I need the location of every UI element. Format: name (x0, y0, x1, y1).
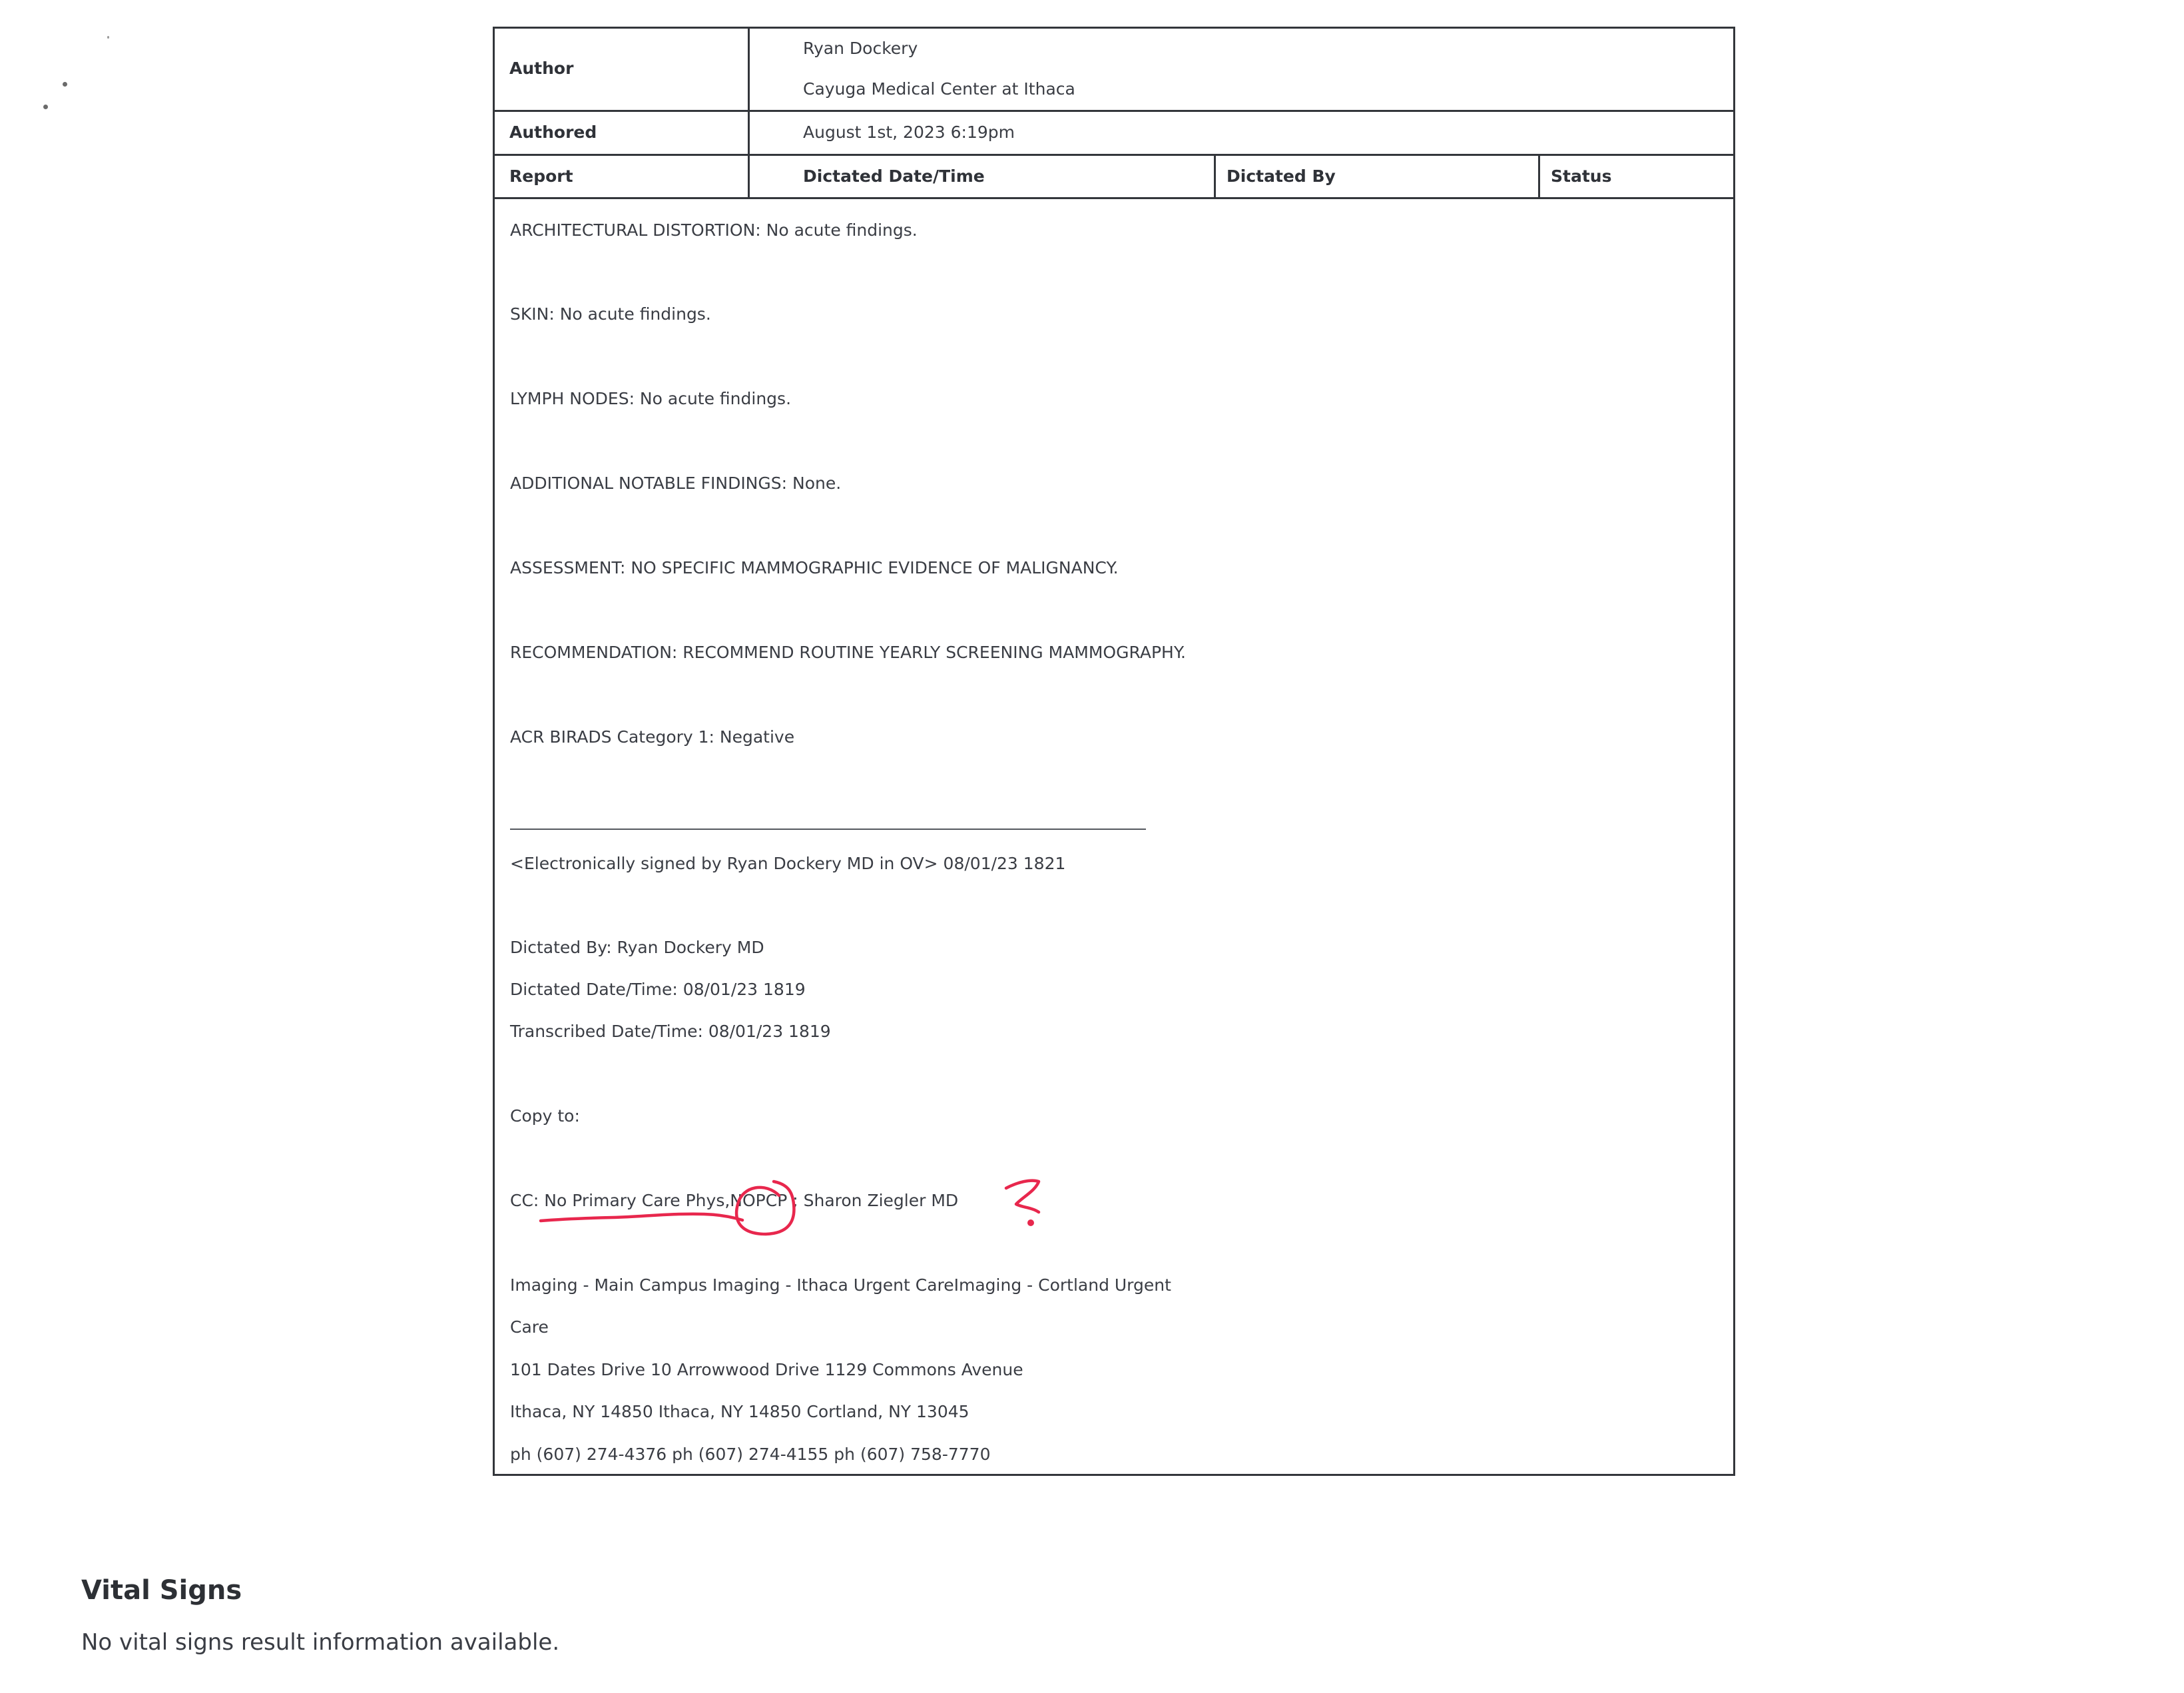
author-organization: Cayuga Medical Center at Ithaca (803, 79, 1075, 99)
author-label: Author (509, 59, 574, 78)
column-header-report: Report (509, 167, 573, 186)
finding-additional: ADDITIONAL NOTABLE FINDINGS: None. (510, 474, 842, 493)
transcribed-datetime: Transcribed Date/Time: 08/01/23 1819 (510, 1022, 831, 1041)
column-header-dictated-by: Dictated By (1227, 167, 1336, 186)
cc-recipients: CC: No Primary Care Phys,NOPCP ; Sharon Ziegler MD (510, 1191, 959, 1210)
column-divider (1538, 154, 1540, 198)
finding-skin: SKIN: No acute findings. (510, 304, 711, 324)
location-cities: Ithaca, NY 14850 Ithaca, NY 14850 Cortland, NY 13045 (510, 1402, 969, 1421)
scan-speck (107, 36, 109, 39)
scan-speck (63, 82, 67, 87)
column-header-dictated-datetime: Dictated Date/Time (803, 167, 985, 186)
dictated-by: Dictated By: Ryan Dockery MD (510, 938, 764, 957)
location-addresses: 101 Dates Drive 10 Arrowwood Drive 1129 Commons Avenue (510, 1360, 1023, 1379)
column-divider (748, 27, 750, 198)
table-divider (493, 154, 1735, 156)
column-divider (1214, 154, 1216, 198)
table-divider (493, 197, 1735, 199)
dictated-datetime: Dictated Date/Time: 08/01/23 1819 (510, 980, 806, 999)
authored-label: Authored (509, 123, 597, 142)
scan-speck (43, 105, 48, 109)
signature-separator (510, 829, 1146, 830)
finding-lymph-nodes: LYMPH NODES: No acute findings. (510, 389, 792, 408)
table-divider (493, 110, 1735, 112)
location-names: Imaging - Main Campus Imaging - Ithaca Urgent CareImaging - Cortland Urgent (510, 1275, 1171, 1295)
location-names-cont: Care (510, 1317, 549, 1337)
authored-value: August 1st, 2023 6:19pm (803, 123, 1015, 142)
finding-architectural-distortion: ARCHITECTURAL DISTORTION: No acute findings. (510, 220, 918, 240)
report-table (493, 27, 1735, 1476)
electronic-signature: <Electronically signed by Ryan Dockery MD in OV> 08/01/23 1821 (510, 854, 1066, 873)
vital-signs-message: No vital signs result information available. (81, 1629, 560, 1656)
copy-to-label: Copy to: (510, 1106, 580, 1126)
location-phones: ph (607) 274-4376 ph (607) 274-4155 ph (607) 758-7770 (510, 1445, 991, 1464)
vital-signs-heading: Vital Signs (81, 1575, 242, 1606)
recommendation: RECOMMENDATION: RECOMMEND ROUTINE YEARLY SCREENING MAMMOGRAPHY. (510, 643, 1186, 662)
birads-category: ACR BIRADS Category 1: Negative (510, 727, 795, 747)
assessment: ASSESSMENT: NO SPECIFIC MAMMOGRAPHIC EVIDENCE OF MALIGNANCY. (510, 558, 1119, 577)
author-name: Ryan Dockery (803, 39, 918, 58)
column-header-status: Status (1551, 167, 1612, 186)
